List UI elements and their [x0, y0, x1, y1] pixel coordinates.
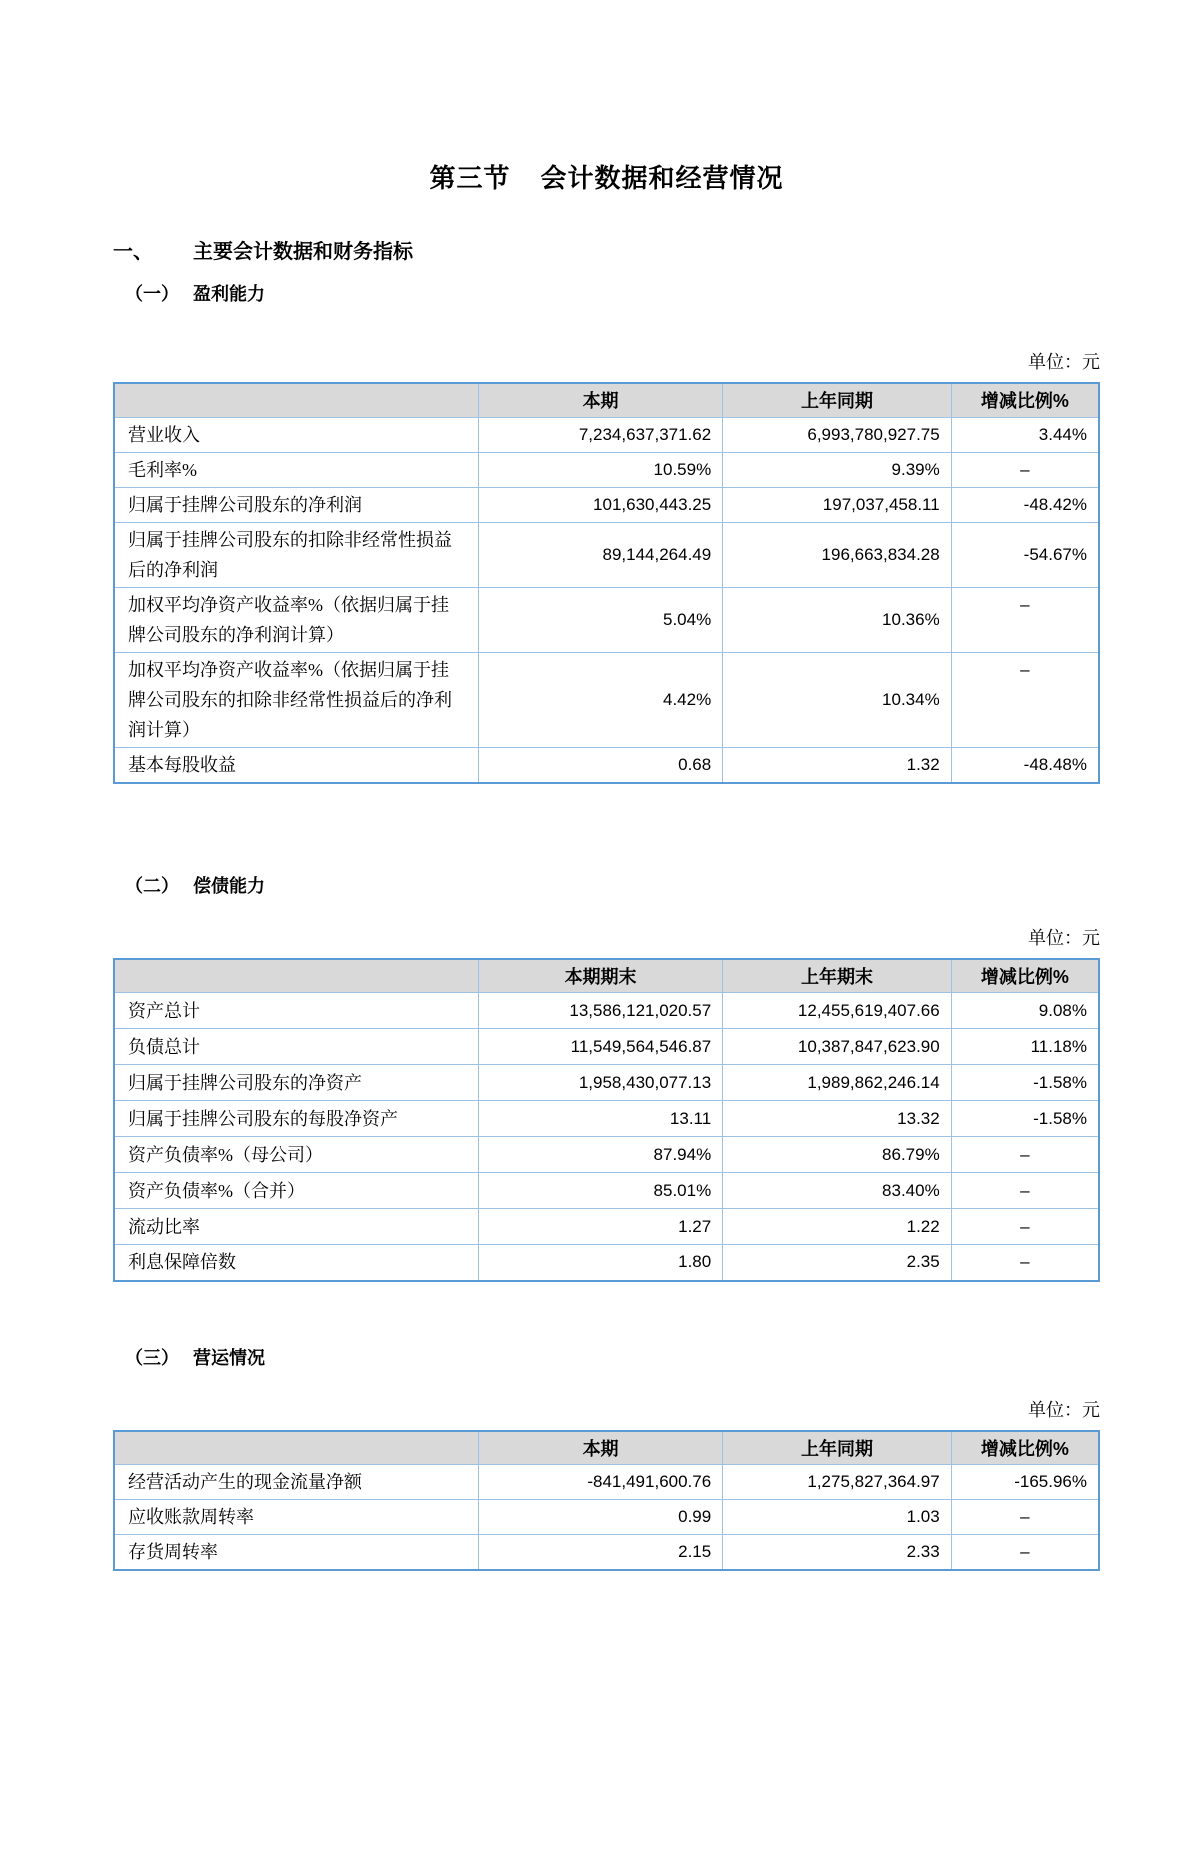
page-title-prefix: 第三节 — [429, 163, 511, 193]
profitability-table — [113, 382, 1100, 784]
table-row — [114, 1101, 1099, 1137]
change-ratio-value: – — [951, 1500, 1099, 1535]
change-ratio-value: 3.44% — [951, 417, 1099, 452]
prior-period-value: 1.22 — [723, 1209, 952, 1245]
table-row — [114, 452, 1099, 487]
current-period-value: 89,144,264.49 — [478, 522, 722, 587]
prior-period-value: 1,275,827,364.97 — [723, 1465, 952, 1500]
solvency-table — [113, 958, 1100, 1282]
operations-table — [113, 1430, 1100, 1572]
table-row — [114, 587, 1099, 652]
main-section-heading — [113, 235, 1100, 264]
row-label: 加权平均净资产收益率%（依据归属于挂牌公司股东的扣除非经常性损益后的净利润计算） — [114, 652, 478, 747]
subsection-operations — [113, 1344, 1100, 1572]
table-header-row — [114, 959, 1099, 993]
change-ratio-value: – — [951, 1173, 1099, 1209]
prior-period-value: 197,037,458.11 — [723, 487, 952, 522]
prior-period-value: 10,387,847,623.90 — [723, 1029, 952, 1065]
table-row — [114, 1065, 1099, 1101]
prior-period-value: 83.40% — [723, 1173, 952, 1209]
prior-period-value: 10.36% — [723, 587, 952, 652]
change-ratio-value: -48.48% — [951, 747, 1099, 783]
row-label: 应收账款周转率 — [114, 1500, 478, 1535]
table-row — [114, 993, 1099, 1029]
current-period-value: 10.59% — [478, 452, 722, 487]
current-period-value: 87.94% — [478, 1137, 722, 1173]
subsection-number: （一） — [125, 284, 179, 304]
row-label: 归属于挂牌公司股东的扣除非经常性损益后的净利润 — [114, 522, 478, 587]
table-row — [114, 1209, 1099, 1245]
unit-label: 单位：元 — [1028, 352, 1100, 372]
prior-period-value: 1.32 — [723, 747, 952, 783]
row-label: 毛利率% — [114, 452, 478, 487]
current-period-value: -841,491,600.76 — [478, 1465, 722, 1500]
row-label: 存货周转率 — [114, 1535, 478, 1571]
section-number: 一、 — [113, 241, 153, 263]
change-ratio-value: – — [951, 452, 1099, 487]
col-header-change: 增减比例% — [951, 1431, 1099, 1465]
current-period-value: 0.99 — [478, 1500, 722, 1535]
row-label: 营业收入 — [114, 417, 478, 452]
col-header-current: 本期 — [478, 1431, 722, 1465]
current-period-value: 2.15 — [478, 1535, 722, 1571]
prior-period-value: 2.33 — [723, 1535, 952, 1571]
table-row — [114, 487, 1099, 522]
subsection-title: 盈利能力 — [193, 284, 265, 304]
prior-period-value: 13.32 — [723, 1101, 952, 1137]
subsection-title: 偿债能力 — [193, 875, 265, 896]
table-header-row — [114, 1431, 1099, 1465]
col-header-change: 增减比例% — [951, 383, 1099, 417]
current-period-value: 4.42% — [478, 652, 722, 747]
page-title — [113, 158, 1100, 195]
prior-period-value: 6,993,780,927.75 — [723, 417, 952, 452]
table-row — [114, 1029, 1099, 1065]
table-row — [114, 1245, 1099, 1281]
table-row — [114, 1137, 1099, 1173]
change-ratio-value: – — [951, 652, 1099, 747]
change-ratio-value: 11.18% — [951, 1029, 1099, 1065]
row-label: 资产总计 — [114, 993, 478, 1029]
table-row — [114, 1173, 1099, 1209]
table-row — [114, 1500, 1099, 1535]
change-ratio-value: – — [951, 1535, 1099, 1571]
current-period-value: 101,630,443.25 — [478, 487, 722, 522]
col-header-current: 本期期末 — [478, 959, 722, 993]
col-header-metric — [114, 1431, 478, 1465]
table-row — [114, 747, 1099, 783]
col-header-current: 本期 — [478, 383, 722, 417]
table-row — [114, 1465, 1099, 1500]
change-ratio-value: -54.67% — [951, 522, 1099, 587]
row-label: 归属于挂牌公司股东的净利润 — [114, 487, 478, 522]
current-period-value: 85.01% — [478, 1173, 722, 1209]
subsection-profitability — [113, 280, 1100, 784]
col-header-change: 增减比例% — [951, 959, 1099, 993]
unit-label: 单位：元 — [1028, 1399, 1100, 1420]
change-ratio-value: – — [951, 587, 1099, 652]
col-header-prior: 上年期末 — [723, 959, 952, 993]
row-label: 基本每股收益 — [114, 747, 478, 783]
row-label: 经营活动产生的现金流量净额 — [114, 1465, 478, 1500]
change-ratio-value: -48.42% — [951, 487, 1099, 522]
table-row — [114, 1535, 1099, 1571]
subsection-title: 营运情况 — [193, 1347, 265, 1368]
change-ratio-value: – — [951, 1209, 1099, 1245]
current-period-value: 13,586,121,020.57 — [478, 993, 722, 1029]
prior-period-value: 2.35 — [723, 1245, 952, 1281]
prior-period-value: 9.39% — [723, 452, 952, 487]
change-ratio-value: – — [951, 1137, 1099, 1173]
document-page — [113, 158, 1100, 1571]
col-header-metric — [114, 959, 478, 993]
current-period-value: 11,549,564,546.87 — [478, 1029, 722, 1065]
col-header-metric — [114, 383, 478, 417]
current-period-value: 13.11 — [478, 1101, 722, 1137]
row-label: 利息保障倍数 — [114, 1245, 478, 1281]
prior-period-value: 196,663,834.28 — [723, 522, 952, 587]
row-label: 归属于挂牌公司股东的净资产 — [114, 1065, 478, 1101]
subsection-heading-profitability — [113, 280, 1100, 306]
change-ratio-value: -1.58% — [951, 1065, 1099, 1101]
section-title: 主要会计数据和财务指标 — [193, 241, 413, 263]
table-row — [114, 652, 1099, 747]
subsection-number: （二） — [125, 875, 179, 896]
change-ratio-value: -1.58% — [951, 1101, 1099, 1137]
change-ratio-value: – — [951, 1245, 1099, 1281]
change-ratio-value: 9.08% — [951, 993, 1099, 1029]
table-header-row — [114, 383, 1099, 417]
current-period-value: 1,958,430,077.13 — [478, 1065, 722, 1101]
prior-period-value: 10.34% — [723, 652, 952, 747]
subsection-heading-operations — [113, 1344, 1100, 1370]
current-period-value: 0.68 — [478, 747, 722, 783]
row-label: 负债总计 — [114, 1029, 478, 1065]
current-period-value: 7,234,637,371.62 — [478, 417, 722, 452]
prior-period-value: 1,989,862,246.14 — [723, 1065, 952, 1101]
subsection-number: （三） — [125, 1347, 179, 1368]
row-label: 加权平均净资产收益率%（依据归属于挂牌公司股东的净利润计算） — [114, 587, 478, 652]
col-header-prior: 上年同期 — [723, 1431, 952, 1465]
table-row — [114, 417, 1099, 452]
table-row — [114, 522, 1099, 587]
row-label: 资产负债率%（母公司） — [114, 1137, 478, 1173]
subsection-heading-solvency — [113, 872, 1100, 898]
prior-period-value: 1.03 — [723, 1500, 952, 1535]
row-label: 归属于挂牌公司股东的每股净资产 — [114, 1101, 478, 1137]
row-label: 资产负债率%（合并） — [114, 1173, 478, 1209]
current-period-value: 1.80 — [478, 1245, 722, 1281]
row-label: 流动比率 — [114, 1209, 478, 1245]
col-header-prior: 上年同期 — [723, 383, 952, 417]
subsection-solvency — [113, 872, 1100, 1282]
current-period-value: 1.27 — [478, 1209, 722, 1245]
prior-period-value: 86.79% — [723, 1137, 952, 1173]
change-ratio-value: -165.96% — [951, 1465, 1099, 1500]
prior-period-value: 12,455,619,407.66 — [723, 993, 952, 1029]
page-title-text: 会计数据和经营情况 — [540, 163, 784, 193]
unit-label: 单位：元 — [1028, 927, 1100, 948]
current-period-value: 5.04% — [478, 587, 722, 652]
